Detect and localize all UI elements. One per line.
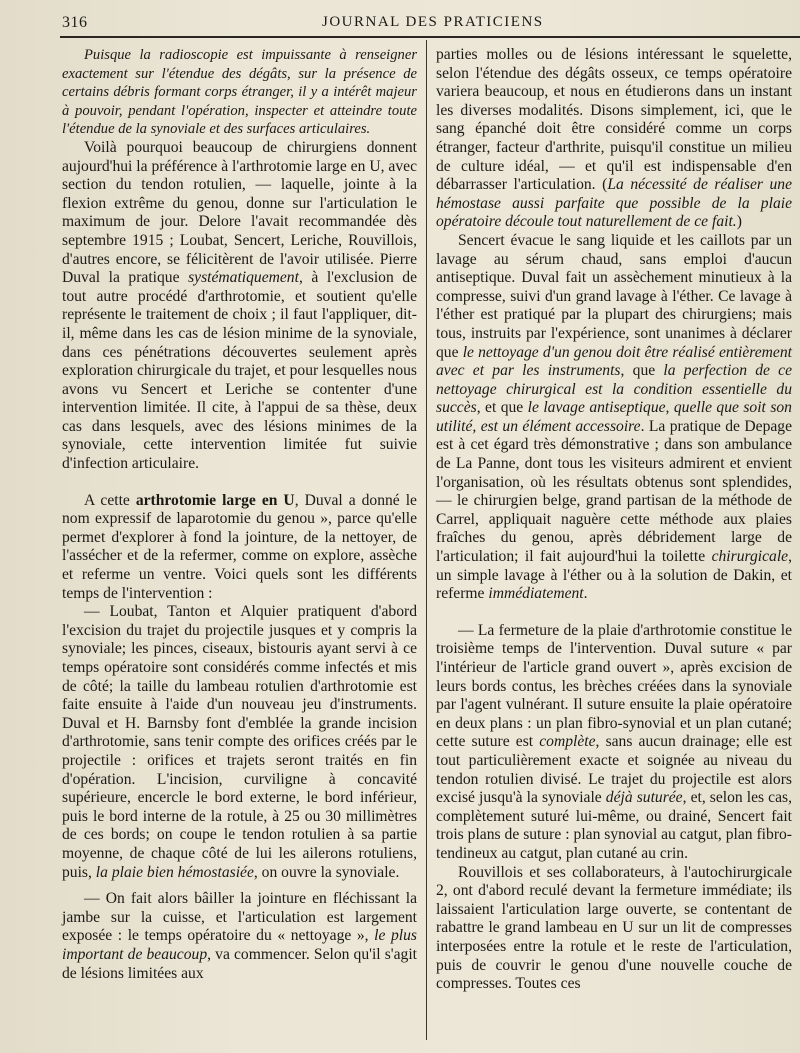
page-number: 316: [62, 14, 88, 31]
page-header: [60, 12, 800, 34]
section-lead-bold: arthrotomie large en U: [135, 491, 295, 509]
right-column: [436, 46, 792, 994]
running-title: JOURNAL DES PRATICIENS: [322, 14, 544, 30]
left-paragraph-3: A cette arthrotomie large en U, Duval a donné le nom expressif de laparotomie du genou », parce qu'elle permet d'explorer à fond la jointure, de la nettoyer, de l'assécher et de la refermer, comme on explore, assèche et referme un ventre. Voici quels sont les différents temps de l'intervention :: [62, 491, 417, 602]
left-paragraph-4: — Loubat, Tanton et Alquier pratiquent d'abord l'excision du trajet du projectile jusques et y compris la synoviale; les pinces, ciseaux, bistouris ayant servi à ce temps opératoire sont considérés comme infectés et mis de côté; la taille du lambeau rotulien d'arthrotomie est faite ensuite à l'aide d'un nouveau jeu d'instruments. Duval et H. Barnsby font d'emblée la grande incision d'arthrotomie, sans tenir compte des orifices créés par le projectile : orifices et trajets seront traités en fin d'opération. L'incision, curviligne à concavité supérieure, encercle le bord externe, le bord inférieur, puis le bord interne de la rotule, à 25 ou 30 millimètres de ces bords; on coupe le tendon rotulien à sa partie moyenne, de chaque côté de lui les ailerons rotuliens, puis, la plaie bien hémostasiée, on ouvre la synoviale.: [62, 603, 417, 881]
header-rule: [60, 36, 800, 38]
right-paragraph-4: Rouvillois et ses collaborateurs, à l'autochirurgicale 2, ont d'abord reculé devant la fermeture immédiate; ils laissaient l'articulation large ouverte, se contentant de rabattre le grand lambeau en U sur un lit de compresses interposées entre la rotule et le reste de l'articulation, puis de couvrir le genou d'une nouvelle couche de compresses. Toutes ces: [436, 863, 792, 993]
right-paragraph-1: parties molles ou de lésions intéressant le squelette, selon l'étendue des dégâts osseux, ce temps opératoire variera beaucoup, et nous en étudierons dans un instant les diverses modalités. Disons simplement, ici, que le sang épanché doit être considéré comme un corps étranger, facteur d'arthrite, puisqu'il constitue un milieu de culture idéal, — et qu'il est indispensable d'en débarrasser l'articulation. (La nécessité de réaliser une hémostase aussi parfaite que possible de la plaie opératoire découle tout naturellement de ce fait.): [436, 46, 792, 231]
left-paragraph-2: Voilà pourquoi beaucoup de chirurgiens donnent aujourd'hui la préférence à l'arthrotomie large en U, avec section du tendon rotulien, — laquelle, jointe à la flexion extrême du genou, donne sur l'articulation le maximum de jour. Delore l'avait recommandée dès septembre 1915 ; Loubat, Sencert, Leriche, Rouvillois, d'autres encore, se félicitèrent de l'avoir utilisée. Pierre Duval la pratique systématiquement, à l'exclusion de tout autre procédé d'arthrotomie, et soutient qu'elle représente le traitement de choix ; il faut l'appliquer, dit-il, même dans les cas de lésion minime de la synoviale, dans ces pénétrations découvertes seulement après exploration chirurgicale du trajet, et pour lesquelles nous avons vu Sencert et Leriche se contenter d'une intervention limitée. Il cite, à l'appui de sa thèse, deux cas dans lesquels, avec des lésions minimes de la synoviale, cette intervention limitée fut suivie d'infection articulaire.: [62, 138, 418, 473]
left-paragraph-intro: Puisque la radioscopie est impuissante à renseigner exactement sur l'étendue des dégâts, sur la présence de certains débris formant corps étranger, il y a intérêt majeur à pouvoir, pendant l'opération, inspecter et atteindre toute l'étendue de la synoviale et des surfaces articulaires.: [62, 47, 417, 138]
column-divider: [426, 40, 427, 1040]
right-paragraph-2: Sencert évacue le sang liquide et les caillots par un lavage au sérum chaud, sans emploi d'aucun antiseptique. Duval fait un assèchement minutieux à la compresse, suivi d'un grand lavage à l'éther. Ce lavage à l'éther est pratiqué par la plupart des chirurgiens; mais tous, instruits par l'expérience, sont unanimes à déclarer que le nettoyage d'un genou doit être réalisé entièrement avec et par les instruments, que la perfection de ce nettoyage chirurgical est la condition essentielle du succès, et que le lavage antiseptique, quelle que soit son utilité, est un élément accessoire. La pratique de Depage est à cet égard très démonstrative ; dans son ambulance de La Panne, dont tous les visiteurs admirent et envient l'organisation, où les résultats obtenus sont splendides, — le chirurgien belge, grand partisan de la méthode de Carrel, appliquait naguère cette méthode aux plaies fraîches du genou, après débridement large de l'articulation; il fait aujourd'hui la toilette chirurgicale, un simple lavage à l'éther ou à la solution de Dakin, et referme immédiatement.: [436, 231, 793, 603]
right-paragraph-3: — La fermeture de la plaie d'arthrotomie constitue le troisième temps de l'intervention. Duval suture « par l'intérieur de l'article grand ouvert », après excision de leurs bords contus, les brèches créées dans la synoviale par l'agent vulnérant. Il suture ensuite la plaie opératoire en deux plans : un plan fibro-synovial et un plan cutané; cette suture est complète, sans aucun drainage; elle est tout particulièrement exacte et soignée au niveau du tendon rotulien divisé. Le trajet du projectile est alors excisé jusqu'à la synoviale déjà suturée, et, selon les cas, complètement suturé lui-même, ou drainé, Sencert fait trois plans de suture : plan synovial au catgut, plan fibro-tendineux au catgut, plan cutané au crin.: [436, 621, 793, 862]
left-paragraph-5: — On fait alors bâiller la jointure en fléchissant la jambe sur la cuisse, et l'articulation est largement exposée : le temps opératoire du « nettoyage », le plus important de beaucoup, va commencer. Selon qu'il s'agit de lésions limitées aux: [62, 890, 418, 982]
left-column: [62, 46, 417, 983]
